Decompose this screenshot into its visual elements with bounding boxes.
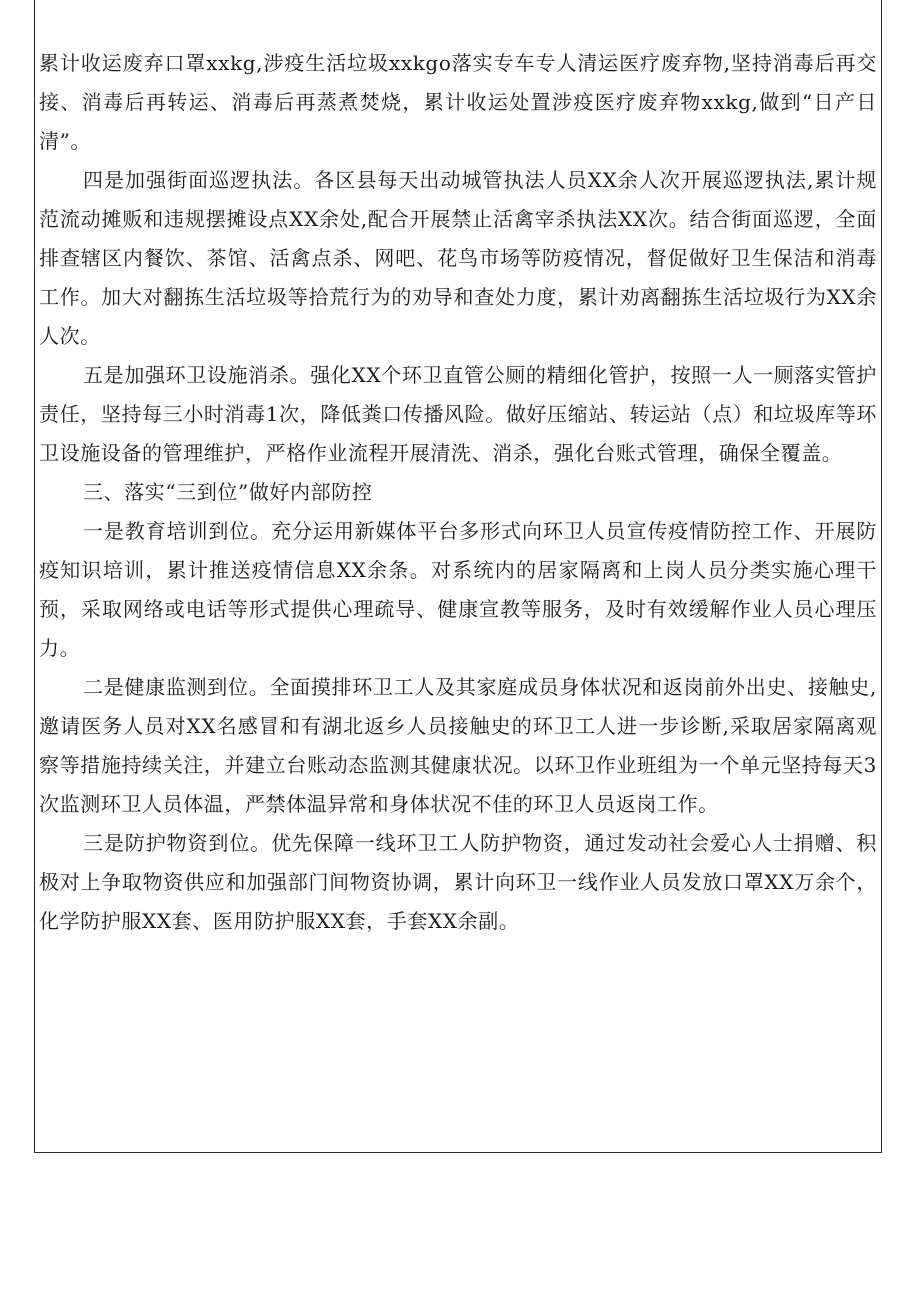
paragraph-health-monitoring: 二是健康监测到位。全面摸排环卫工人及其家庭成员身体状况和返岗前外出史、接触史,邀请医务人员对XX名感冒和有湖北返乡人员接触史的环卫工人进一步诊断,采取居家隔离观察等措施持续关注，并建立台账动态监测其健康状况。以环卫作业班组为一个单元坚持每天3次监测环卫人员体温，严禁体温异常和身体状况不佳的环卫人员返岗工作。 xyxy=(39,675,877,816)
paragraph-training: 一是教育培训到位。充分运用新媒体平台多形式向环卫人员宣传疫情防控工作、开展防疫知识培训，累计推送疫情信息XX余条。对系统内的居家隔离和上岗人员分类实施心理干预，采取网络或电话等形式提供心理疏导、健康宣教等服务，及时有效缓解作业人员心理压力。 xyxy=(39,519,877,660)
paragraph-street-patrol: 四是加强街面巡逻执法。各区县每天出动城管执法人员XX余人次开展巡逻执法,累计规范流动摊贩和违规摆摊设点XX余处,配合开展禁止活禽宰杀执法XX次。结合街面巡逻，全面排查辖区内餐饮、茶馆、活禽点杀、网吧、花鸟市场等防疫情况，督促做好卫生保洁和消毒工作。加大对翻拣生活垃圾等拾荒行为的劝导和查处力度，累计劝离翻拣生活垃圾行为XX余人次。 xyxy=(39,168,877,348)
document-frame xyxy=(34,0,882,1153)
paragraph-continuation: 累计收运废弃口罩xxkg,涉疫生活垃圾xxkgo落实专车专人清运医疗废弃物,坚持消毒后再交接、消毒后再转运、消毒后再蒸煮焚烧，累计收运处置涉疫医疗废弃物xxkg,做到“日产日清”。 xyxy=(39,51,877,153)
document-body xyxy=(39,44,877,941)
paragraph-sanitation-disinfection: 五是加强环卫设施消杀。强化XX个环卫直管公厕的精细化管护，按照一人一厕落实管护责任，坚持每三小时消毒1次，降低粪口传播风险。做好压缩站、转运站（点）和垃圾库等环卫设施设备的管理维护，严格作业流程开展清洗、消杀，强化台账式管理，确保全覆盖。 xyxy=(39,363,877,465)
paragraph-protective-supplies: 三是防护物资到位。优先保障一线环卫工人防护物资，通过发动社会爱心人士捐赠、积极对上争取物资供应和加强部门间物资协调，累计向环卫一线作业人员发放口罩XX万余个，化学防护服XX套、医用防护服XX套，手套XX余副。 xyxy=(39,831,877,933)
section-heading-internal-control: 三、落实“三到位”做好内部防控 xyxy=(83,480,373,504)
